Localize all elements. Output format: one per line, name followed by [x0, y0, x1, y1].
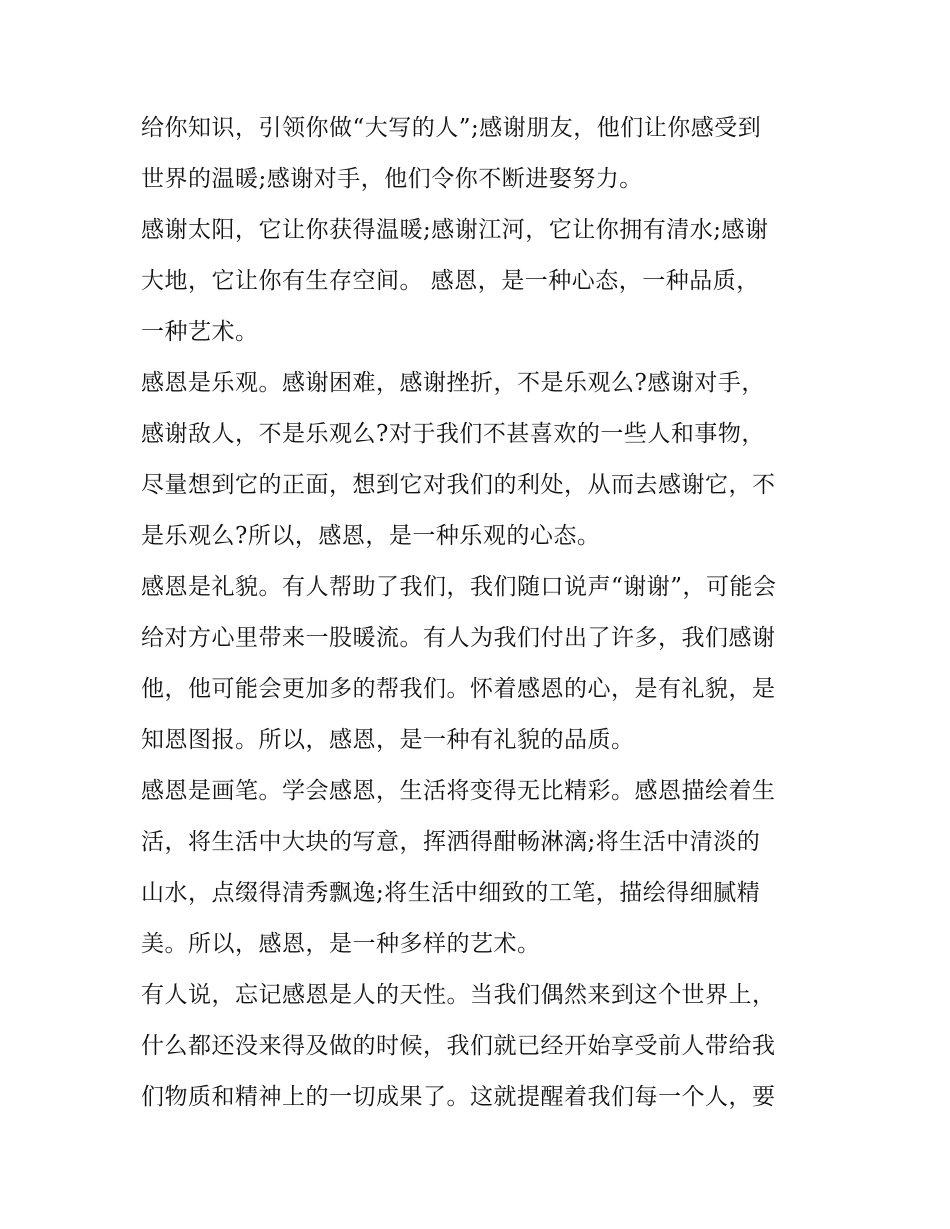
text-line: 知恩图报。所以，感恩，是一种有礼貌的品质。	[141, 727, 635, 753]
text-line: 美。所以，感恩，是一种多样的艺术。	[141, 931, 541, 957]
text-line: 一种艺术。	[141, 319, 259, 345]
text-line: 给你知识，引领你做“大写的人”;感谢朋友，他们让你感受到	[141, 115, 762, 141]
text-line: 他，他可能会更加多的帮我们。怀着感恩的心，是有礼貌，是	[141, 676, 776, 702]
text-line: 大地，它让你有生存空间。 感恩，是一种心态，一种品质，	[141, 268, 760, 294]
text-line: 什么都还没来得及做的时候，我们就已经开始享受前人带给我	[141, 1033, 776, 1059]
text-line: 们物质和精神上的一切成果了。这就提醒着我们每一个人，要	[141, 1084, 776, 1110]
text-line: 给对方心里带来一股暖流。有人为我们付出了许多，我们感谢	[141, 625, 776, 651]
text-line: 活，将生活中大块的写意，挥洒得酣畅淋漓;将生活中清淡的	[141, 829, 761, 855]
text-line: 感恩是画笔。学会感恩，生活将变得无比精彩。感恩描绘着生	[141, 778, 776, 804]
text-line: 感谢敌人，不是乐观么?对于我们不甚喜欢的一些人和事物，	[141, 421, 765, 447]
text-line: 感谢太阳，它让你获得温暖;感谢江河，它让你拥有清水;感谢	[141, 217, 769, 243]
text-line: 尽量想到它的正面，想到它对我们的利处，从而去感谢它，不	[141, 472, 776, 498]
text-line: 感恩是礼貌。有人帮助了我们，我们随口说声“谢谢”，可能会	[141, 574, 777, 600]
text-line: 感恩是乐观。感谢困难，感谢挫折，不是乐观么?感谢对手，	[141, 370, 765, 396]
text-line: 世界的温暖;感谢对手，他们令你不断进娶努力。	[141, 166, 643, 192]
text-line: 有人说，忘记感恩是人的天性。当我们偶然来到这个世界上，	[141, 982, 776, 1008]
document-body	[141, 103, 821, 1123]
text-line: 是乐观么?所以，感恩，是一种乐观的心态。	[141, 523, 601, 549]
text-line: 山水，点缀得清秀飘逸;将生活中细致的工笔，描绘得细腻精	[141, 880, 761, 906]
